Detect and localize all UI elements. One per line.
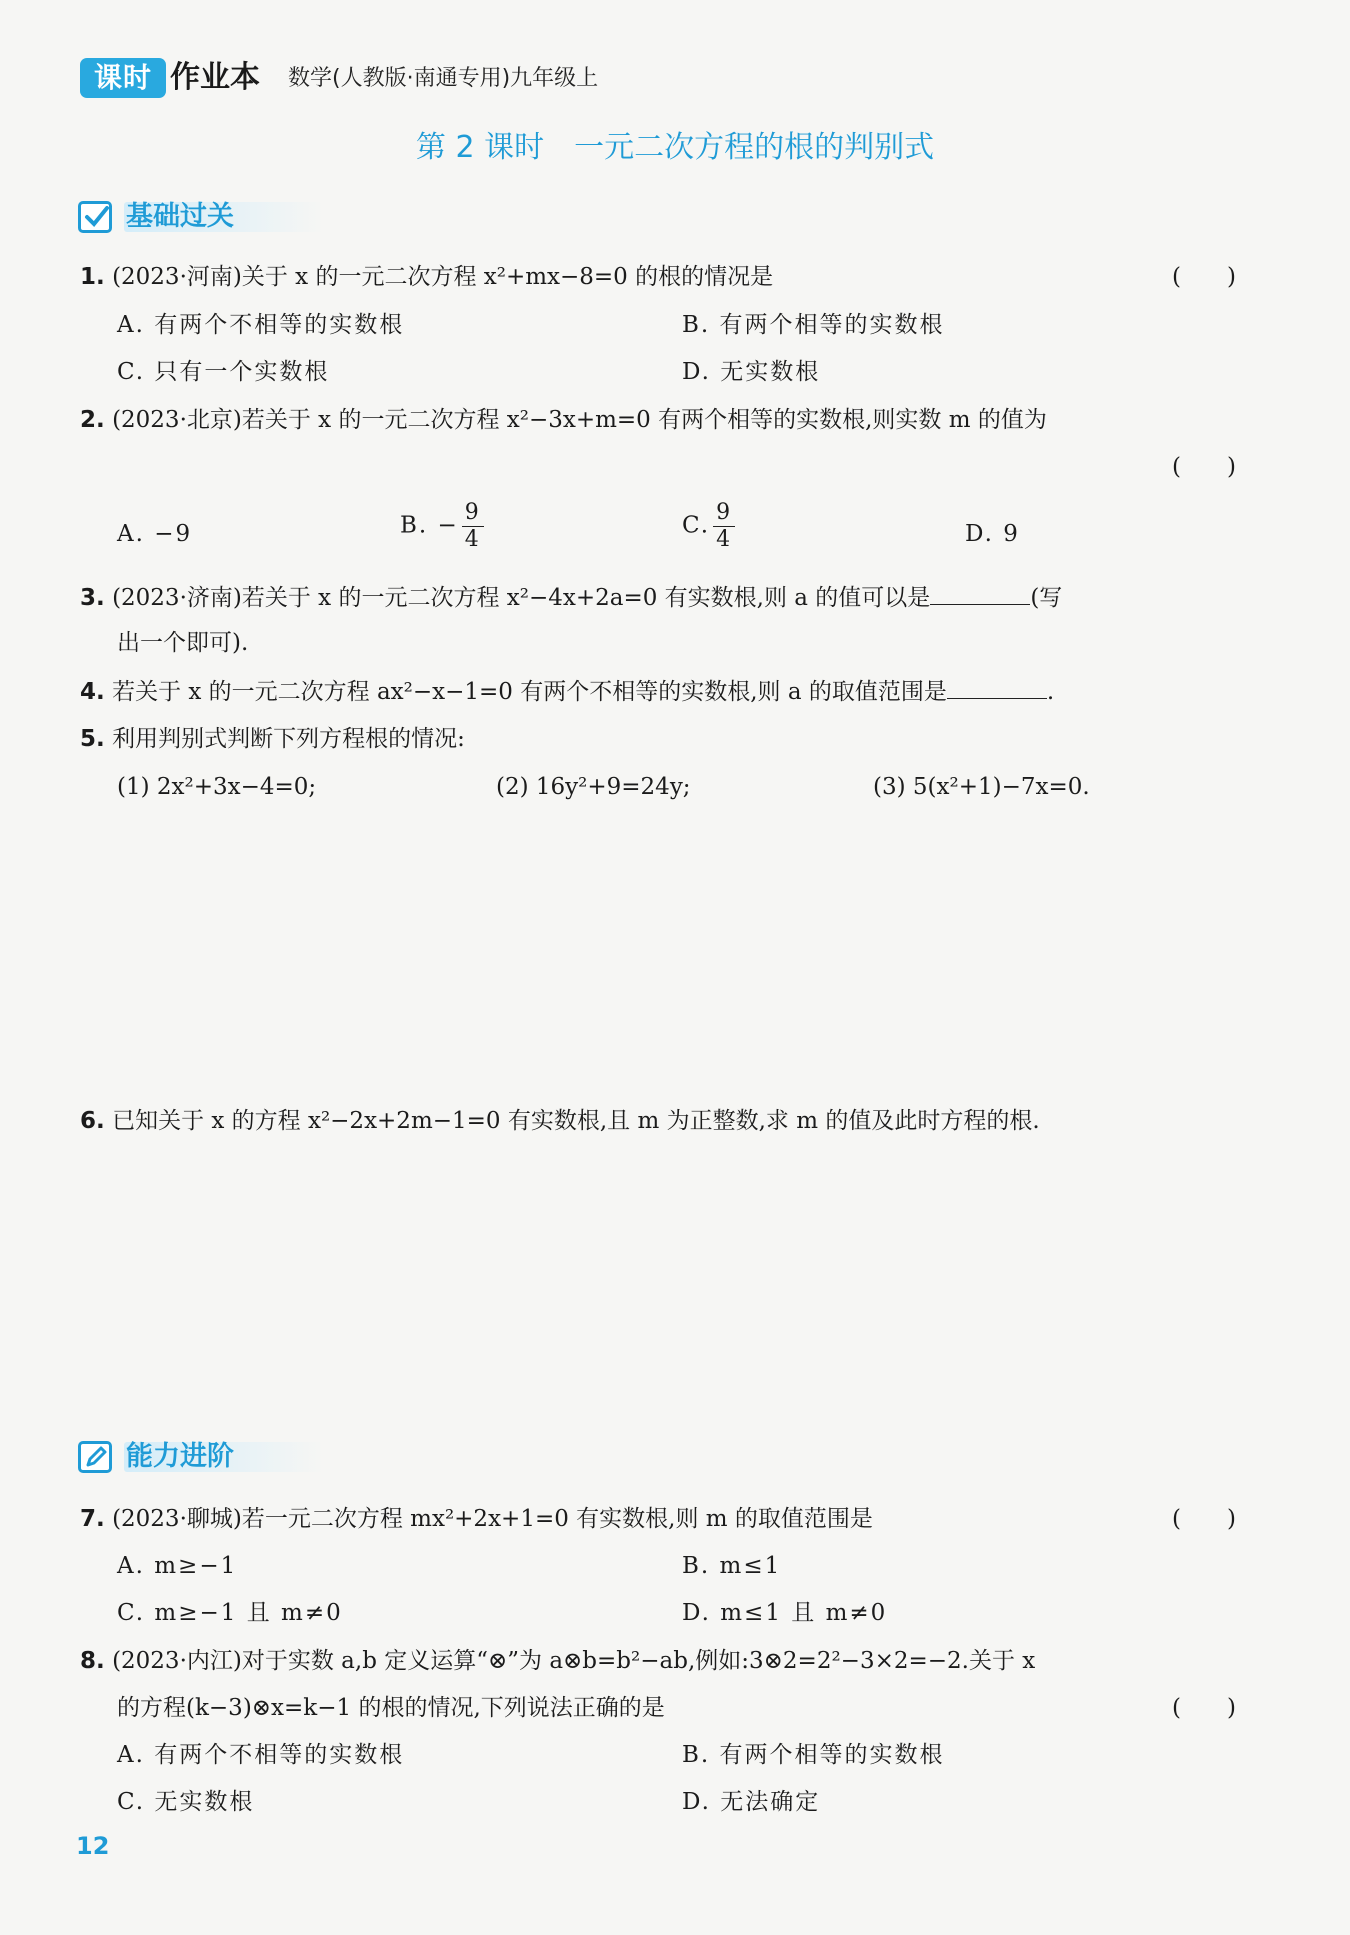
brand-logo: 课时 [80,58,166,98]
question-8-line2: 的方程(k−3)⊗x=k−1 的根的情况,下列说法正确的是 [117,1695,665,1721]
question-number: 4. [80,679,105,705]
question-number: 5. [80,726,105,752]
option-c: C. 只有一个实数根 [117,359,330,385]
option-c: C. m≥−1 且 m≠0 [117,1600,343,1626]
question-number: 1. [80,264,105,290]
checkmark-icon [78,201,112,233]
option-d: D. 无实数根 [682,359,821,385]
question-number: 6. [80,1108,105,1134]
question-text: 利用判别式判断下列方程根的情况: [112,726,465,752]
question-1 [80,262,773,292]
answer-paren: ( ) [1172,1695,1236,1721]
question-text-cont: (写 [1030,585,1063,611]
denominator: 4 [716,527,733,552]
option-d: D. 9 [965,521,1020,547]
question-6 [80,1106,1040,1136]
question-number: 7. [80,1506,105,1532]
answer-blank[interactable] [947,676,1047,699]
pencil-icon [78,1441,112,1473]
sub-question-2: (2) 16y²+9=24y; [496,774,691,800]
fraction [713,500,735,553]
question-text: (2023·内江)对于实数 a,b 定义运算“⊗”为 a⊗b=b²−ab,例如:3⊗2=2²−3×2=−2.关于 x [112,1648,1036,1674]
option-a: A. 有两个不相等的实数根 [117,312,405,338]
answer-paren: ( ) [1172,1506,1236,1532]
option-b: B. 有两个相等的实数根 [682,1742,945,1768]
answer-paren: ( ) [1172,454,1236,480]
question-text: (2023·聊城)若一元二次方程 mx²+2x+1=0 有实数根,则 m 的取值范围是 [112,1506,873,1532]
question-text: (2023·北京)若关于 x 的一元二次方程 x²−3x+m=0 有两个相等的实数根,则实数 m 的值为 [112,407,1047,433]
option-a: A. 有两个不相等的实数根 [117,1742,405,1768]
question-7 [80,1504,873,1534]
option-b: B. 有两个相等的实数根 [682,312,945,338]
question-end: . [1046,679,1055,705]
question-text: 已知关于 x 的方程 x²−2x+2m−1=0 有实数根,且 m 为正整数,求 m 的值及此时方程的根. [112,1108,1040,1134]
option-b [400,500,487,553]
option-label: B. − [400,512,459,539]
option-b: B. m≤1 [682,1553,782,1579]
option-label: C. [682,512,711,539]
question-text: 若关于 x 的一元二次方程 ax²−x−1=0 有两个不相等的实数根,则 a 的取值范围是 [112,679,947,705]
numerator: 9 [713,500,735,527]
option-a: A. −9 [117,521,193,547]
option-a: A. m≥−1 [117,1553,238,1579]
question-2 [80,405,1047,435]
question-3 [80,582,1062,613]
question-4 [80,676,1054,707]
page-number: 12 [76,1832,110,1860]
option-c [682,500,738,553]
answer-blank[interactable] [930,582,1030,605]
option-d: D. 无法确定 [682,1789,821,1815]
book-name: 作业本 [170,60,260,95]
fraction [462,500,484,553]
option-c: C. 无实数根 [117,1789,255,1815]
section-label: 基础过关 [126,201,234,232]
sub-question-3: (3) 5(x²+1)−7x=0. [873,774,1090,800]
question-5 [80,724,465,754]
question-number: 3. [80,585,105,611]
lesson-title: 第 2 课时 一元二次方程的根的判别式 [415,130,935,165]
question-3-line2: 出一个即可). [117,630,249,656]
book-subtitle: 数学(人教版·南通专用)九年级上 [288,66,599,91]
question-8 [80,1646,1035,1676]
option-d: D. m≤1 且 m≠0 [682,1600,888,1626]
question-text: (2023·济南)若关于 x 的一元二次方程 x²−4x+2a=0 有实数根,则 a 的值可以是 [112,585,931,611]
question-number: 2. [80,407,105,433]
section-label: 能力进阶 [126,1441,234,1472]
denominator: 4 [464,527,481,552]
sub-question-1: (1) 2x²+3x−4=0; [117,774,317,800]
question-number: 8. [80,1648,105,1674]
answer-paren: ( ) [1172,264,1236,290]
question-text: (2023·河南)关于 x 的一元二次方程 x²+mx−8=0 的根的情况是 [112,264,774,290]
numerator: 9 [462,500,484,527]
